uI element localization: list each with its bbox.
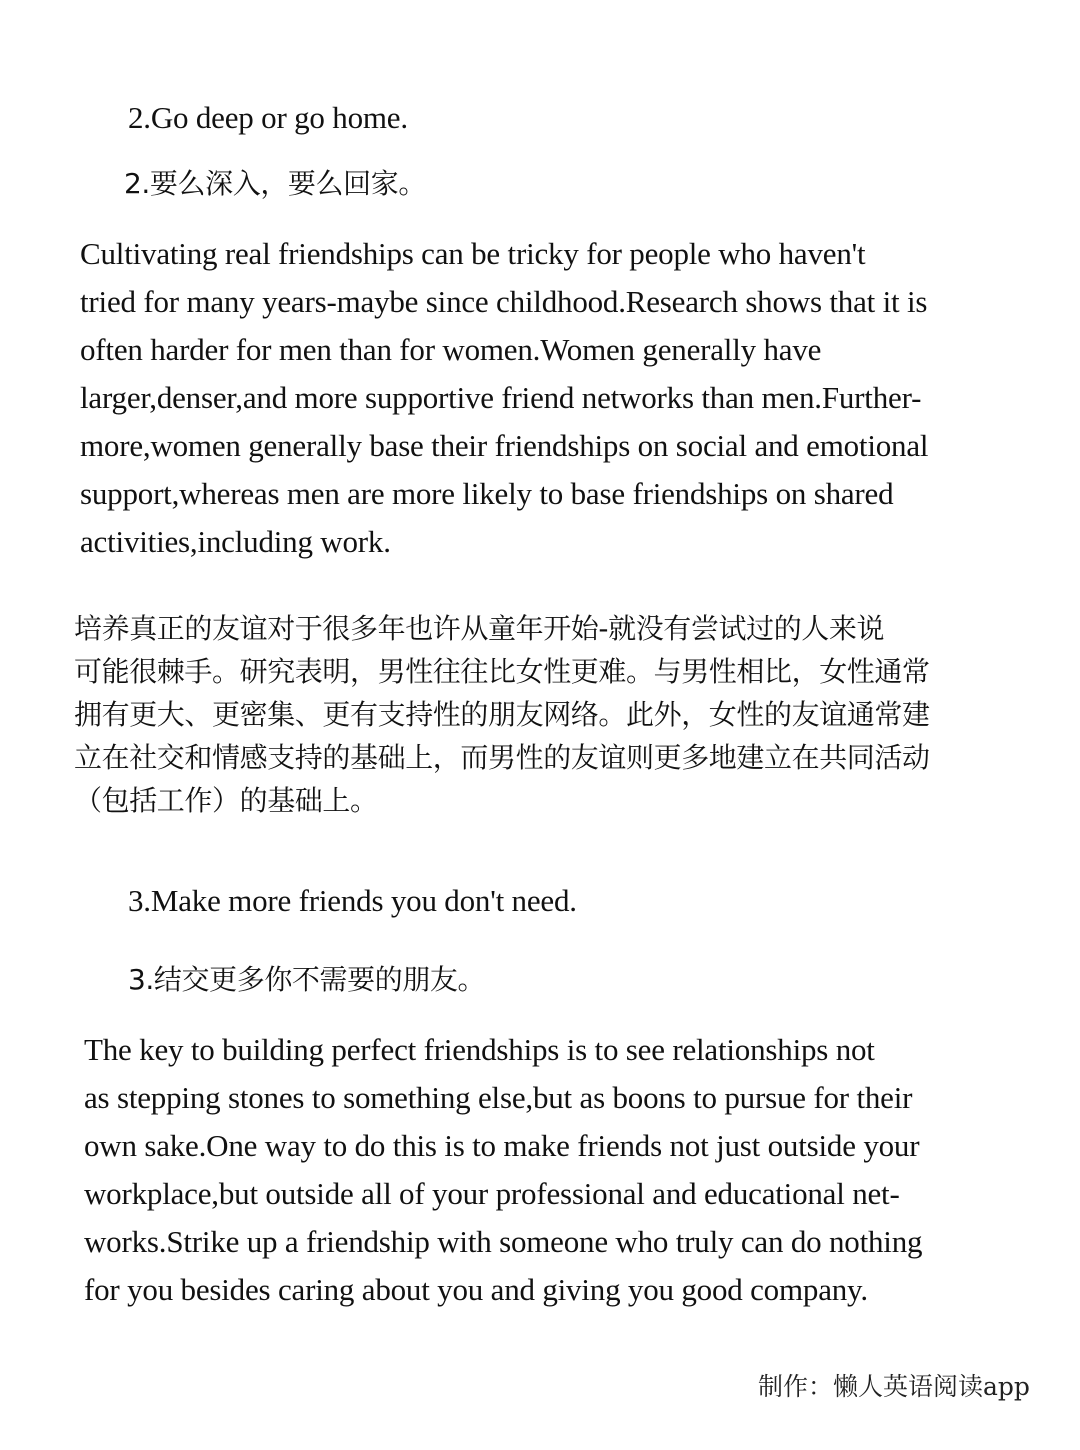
section2-heading-en: 2.Go deep or go home.: [128, 100, 408, 135]
section3-heading-en: 3.Make more friends you don't need.: [128, 883, 577, 918]
section3-paragraph-en: The key to building perfect friendships is to see relationships not as stepping stones to something else,but as boons to pursue for their own sake.One way to do this is to make friends not just outside your workplace,but outside all of your professional and educational net- works.Strike up a friendship with someone who truly can do nothing for you besides caring about you and giving you good company.: [84, 1032, 923, 1307]
section2-paragraph-en: Cultivating real friendships can be tricky for people who haven't tried for many years-maybe since childhood.Research shows that it is often harder for men than for women.Women generally have larger,denser,and more supportive friend networks than men.Further- more,women generally base their friendships on social and emotional support,whereas men are more likely to base friendships on shared activities,including work.: [80, 236, 929, 559]
section2-heading-zh: 2.要么深入，要么回家。: [124, 167, 426, 200]
section3-heading-zh: 3.结交更多你不需要的朋友。: [128, 963, 486, 996]
footer-credit: 制作：懒人英语阅读app: [758, 1372, 1030, 1401]
section2-paragraph-zh: 培养真正的友谊对于很多年也许从童年开始-就没有尝试过的人来说 可能很棘手。研究表明，男性往往比女性更难。与男性相比，女性通常 拥有更大、更密集、更有支持性的朋友网络。此外，女性的友谊通常建 立在社交和情感支持的基础上，而男性的友谊则更多地建立在共同活动 （包括工作）的基础上。: [74, 612, 930, 817]
